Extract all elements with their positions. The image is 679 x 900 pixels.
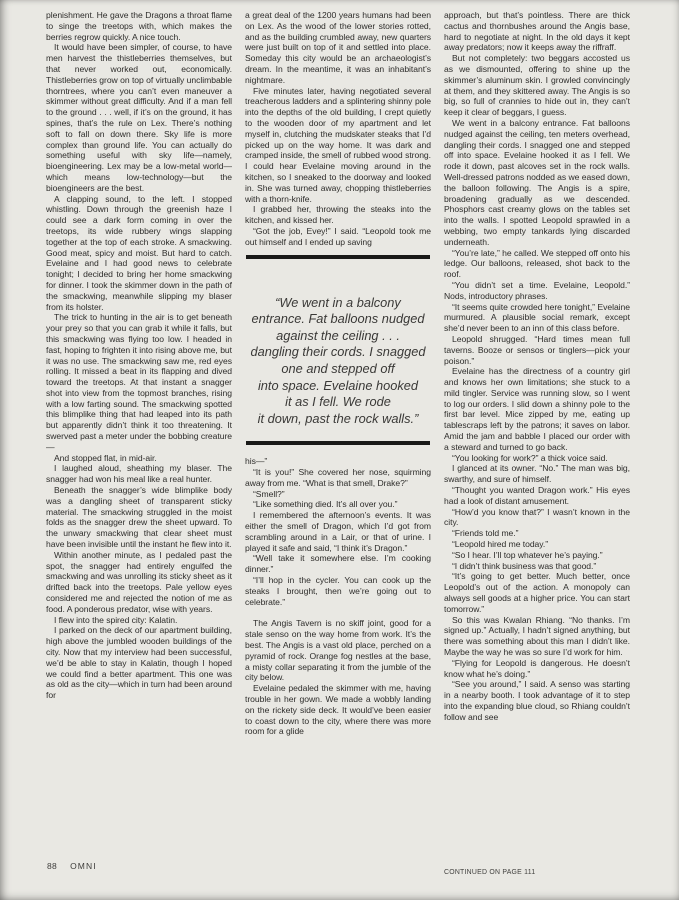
magazine-name: OMNI	[70, 861, 97, 871]
pullquote-line: one and stepped off	[281, 360, 395, 376]
paragraph: I grabbed her, throwing the steaks into the kitchen, and kissed her.	[245, 204, 431, 226]
paragraph: I laughed aloud, sheathing my blaser. The snagger had won his meal like a real hunter.	[46, 463, 232, 485]
column-2-bottom-paragraphs	[245, 456, 431, 737]
pull-quote	[246, 255, 430, 446]
column-2-top-paragraphs	[245, 10, 431, 248]
paragraph: I flew into the spired city: Kalatin.	[54, 614, 178, 625]
paragraph: “Leopold hired me today.”	[452, 539, 549, 550]
paragraph: “You’re late,” he called. We stepped off onto his ledge. Our balloons, released, shot back to the roof.	[444, 247, 630, 280]
paragraph: “Like something died. It’s all over you.”	[253, 499, 398, 510]
pullquote-line: dangling their cords. I snagged	[250, 344, 426, 360]
paragraph: plenishment. He gave the Dragons a throat flame to singe the treetops with, which makes the berries regrow quickly. A nice touch.	[46, 10, 232, 42]
paragraph: But not completely: two beggars accosted us as we dismounted, offering to shine up the skimmer’s aluminum skin. I growled convincingly at them, and they skittered away. The Angis is so big, so full of crannies to hide out in, they can’t keep it clear of beggars, I guess.	[444, 53, 630, 118]
paragraph: approach, but that’s pointless. There are thick cactus and thornbushes around the Angis base, hard to negotiate at night. In the old days it kept away predators; now it keeps away the riffraff.	[444, 10, 630, 53]
paragraph: I glanced at its owner. “No.” The man was big, swarthy, and sure of himself.	[444, 463, 630, 485]
paragraph: “How’d you know that?” I wasn’t known in the city.	[444, 506, 630, 528]
paragraph: So this was Kwalan Rhiang. “No thanks. I’m signed up.” Actually, I hadn’t signed anything, but there was something about this man I didn’t like. Maybe the way he was so sure I’d work for him.	[444, 614, 630, 658]
pullquote-line: into space. Evelaine hooked	[257, 377, 419, 393]
paragraph: “So I hear. I’ll top whatever he’s paying.”	[452, 549, 603, 560]
pullquote-line: entrance. Fat balloons nudged	[251, 311, 425, 327]
paragraph: Evelaine pedaled the skimmer with me, having trouble in her gown. We made a wobbly landing on the rickety side deck. It would’ve been easier to coast down to the city, where there was more room for a glide	[245, 683, 431, 737]
paragraph: Evelaine has the directness of a country girl and knows her own limitations; she stuck to a mild tingler. Service was running slow, so I went to log our orders. I slid down a shinny pole to the first bar level. Mice zipped by me, eating up tablescraps left by the patrons; it saves on labor. Amid the jam and babble I placed our order with a steward and turned to go back.	[444, 366, 630, 452]
paragraph: his—”	[245, 456, 268, 467]
paragraph: “Thought you wanted Dragon work.” His eyes had a look of distant amusement.	[444, 485, 630, 506]
paragraph: “You didn’t set a time. Evelaine, Leopold.” Nods, introductory phrases.	[444, 279, 630, 301]
paragraph: “Well take it somewhere else. I’m cooking dinner.”	[245, 553, 431, 575]
paragraph: a great deal of the 1200 years humans had been on Lex. As the wood of the lower stories rotted, and as the building crumbled away, new quarters were just built on top of it and settled into place. Someday this city would be an archaeologist’s dream. In the meantime, it was an inhabitant’s nightmare.	[245, 10, 431, 85]
paragraph: “Flying for Leopold is dangerous. He doesn’t know what he’s doing.”	[444, 657, 630, 679]
paragraph: It would have been simpler, of course, to have men harvest the thistleberries themselves, but that never worked out, economically. Thistleberries grow on top of virtually unclimbable thorntrees, where you can’t even maneuver a skimmer without great difficulty. And if a man fell to the ground . . . well, if it’s on the ground, it has spines, that’s the rule on Lex. There’s nothing soft to fall on down there. Sky life is more complex than ground life. You can actually do something useful with sky life—namely, bioengineering. Lex may be a low-metal world—which means low-technology—but the bioengineers are the best.	[46, 42, 232, 193]
paragraph: “See you around,” I said. A senso was starting in a nearby booth. I took advantage of it to step into the expanding blue cloud, so Rhiang couldn’t follow and see	[444, 679, 630, 722]
paragraph: “Smell?”	[253, 488, 285, 499]
page-number: 88	[47, 861, 58, 871]
paragraph: A clapping sound, to the left. I stopped whistling. Down through the greenish haze I could see a dark form coming in over the treetops, its wide rubbery wings slapping together at the top of each stroke. A smackwing. Good meat, spicy and moist. But hard to catch. Evelaine and I had good news to celebrate tonight; I decided to bring her home smackwing for dinner. I took the skimmer down in the path of the smackwing, meanwhile slipping my blaser from its holster.	[46, 193, 232, 312]
article-body	[46, 10, 630, 898]
pullquote-line: it down, past the rock walls.”	[257, 410, 419, 426]
paragraph: Leopold shrugged. “Hard times mean full taverns. Booze or sensos or tinglers—pick your poison.”	[444, 333, 630, 366]
paragraph: Five minutes later, having negotiated several treacherous ladders and a splintering shinny pole into the depths of the old building, I crept quietly to the wooden door of my apartment and let myself in, clutching the mudskater steaks that I’d picked up on the way home. It was dark and cramped inside, the smell of rubbed wood strong. I could hear Evelaine moving around in the kitchen, so I sneaked to the doorway and looked in. She was turned away, chopping thistleberries with a thorn-knife.	[245, 85, 431, 204]
page-footer	[47, 861, 97, 871]
pullquote-line: “We went in a balcony	[275, 294, 401, 310]
paragraph: “I’ll hop in the cycler. You can cook up the steaks I brought, then we’re going out to celebrate.”	[245, 575, 431, 607]
paragraph: Beneath the snagger’s wide blimplike body was a dangling sheet of transparent sticky material. The smackwing struggled in the moist folds as the snagger drew the sheet upward. To the unwary smackwing that clear sheet must have been invisible until the instant he flew into it.	[46, 485, 232, 550]
column-3	[444, 10, 630, 866]
paragraph: “Got the job, Evey!” I said. “Leopold took me out himself and I ended up saving	[245, 225, 431, 247]
pullquote-line: against the ceiling . . .	[276, 327, 400, 343]
paragraph: I remembered the afternoon’s events. It was either the smell of Dragon, which I’d got from scrambling around in a Lair, or that of urine. I played it safe and said, “I think it’s Dragon.”	[245, 510, 431, 553]
paragraph: We went in a balcony entrance. Fat balloons nudged against the ceiling, ten meters overhead, dangling their cords. I snagged one and stepped off into space. Evelaine hooked it as I fell. We rode it down, past alcoves set in the rock walls. Well-dressed patrons nodded as we eased down, the balloon following. The Angis is a spire, broadening gradually as we descended. Phosphors cast creamy glows on the tables set into the walls. I spotted Leopold sprawled in a webbing, two empty tankards lying discarded underneath.	[444, 117, 630, 247]
paragraph: Within another minute, as I pedaled past the spot, the snagger had entirely engulfed the smackwing and was unrolling its sticky sheet as it drifted back into the treetops. Pale yellow eyes considered me and rejected the notion of me as food. A ponderous predator, wise with years.	[46, 549, 232, 614]
column-2	[245, 10, 431, 898]
paragraph: “I didn’t think business was that good.”	[452, 560, 597, 571]
paragraph: And stopped flat, in mid-air.	[54, 452, 157, 463]
column-1	[46, 10, 232, 858]
paragraph: “You looking for work?” a thick voice said.	[452, 452, 608, 463]
continued-notice: CONTINUED ON PAGE 111	[444, 869, 536, 876]
paragraph: “It is you!” She covered her nose, squirming away from me. “What is that smell, Drake?”	[245, 467, 431, 488]
pullquote-line: it as I fell. We rode	[285, 394, 391, 410]
paragraph: “It seems quite crowded here tonight,” Evelaine murmured. A plausible social remark, except she’d never been to an inn of this class before.	[444, 301, 630, 334]
pull-quote-lines	[246, 295, 430, 428]
paragraph: I parked on the deck of our apartment building, high above the jumbled wooden buildings of the city. Now that my interview had been successful, we’d be able to stay in Kalatin, though I hoped we could find a better apartment. This one was as old as the city—which in turn had been around for	[46, 625, 232, 701]
paragraph: “Friends told me.”	[452, 528, 519, 539]
paragraph: The Angis Tavern is no skiff joint, good for a stale senso on the way home from work. It’s the best. The Angis is a vast old place, perched on a pyramid of rock. Orange fog nestles at the base, a misty collar separating it from the jumble of the city below.	[245, 618, 431, 683]
paragraph: The trick to hunting in the air is to get beneath your prey so that you can grab it while it falls, but this smackwing was flying too low. I headed in fast, hoping to frighten it into rising above me, but it was no use. The smackwing saw me, red eyes rolling. It missed a beat in its flapping and dived toward the treetops. At that instant a snagger shot into view from the topmost branches, rising with a low farting sound. The smackwing spotted this blimplike thing that had leaped into its path but apparently didn’t think it too threatening. It swerved past a meter under the bobbing creature—	[46, 312, 232, 452]
paragraph: “It’s going to get better. Much better, once Leopold’s out of the action. A monopoly can always sell goods at a higher price. You can start tomorrow.”	[444, 571, 630, 614]
